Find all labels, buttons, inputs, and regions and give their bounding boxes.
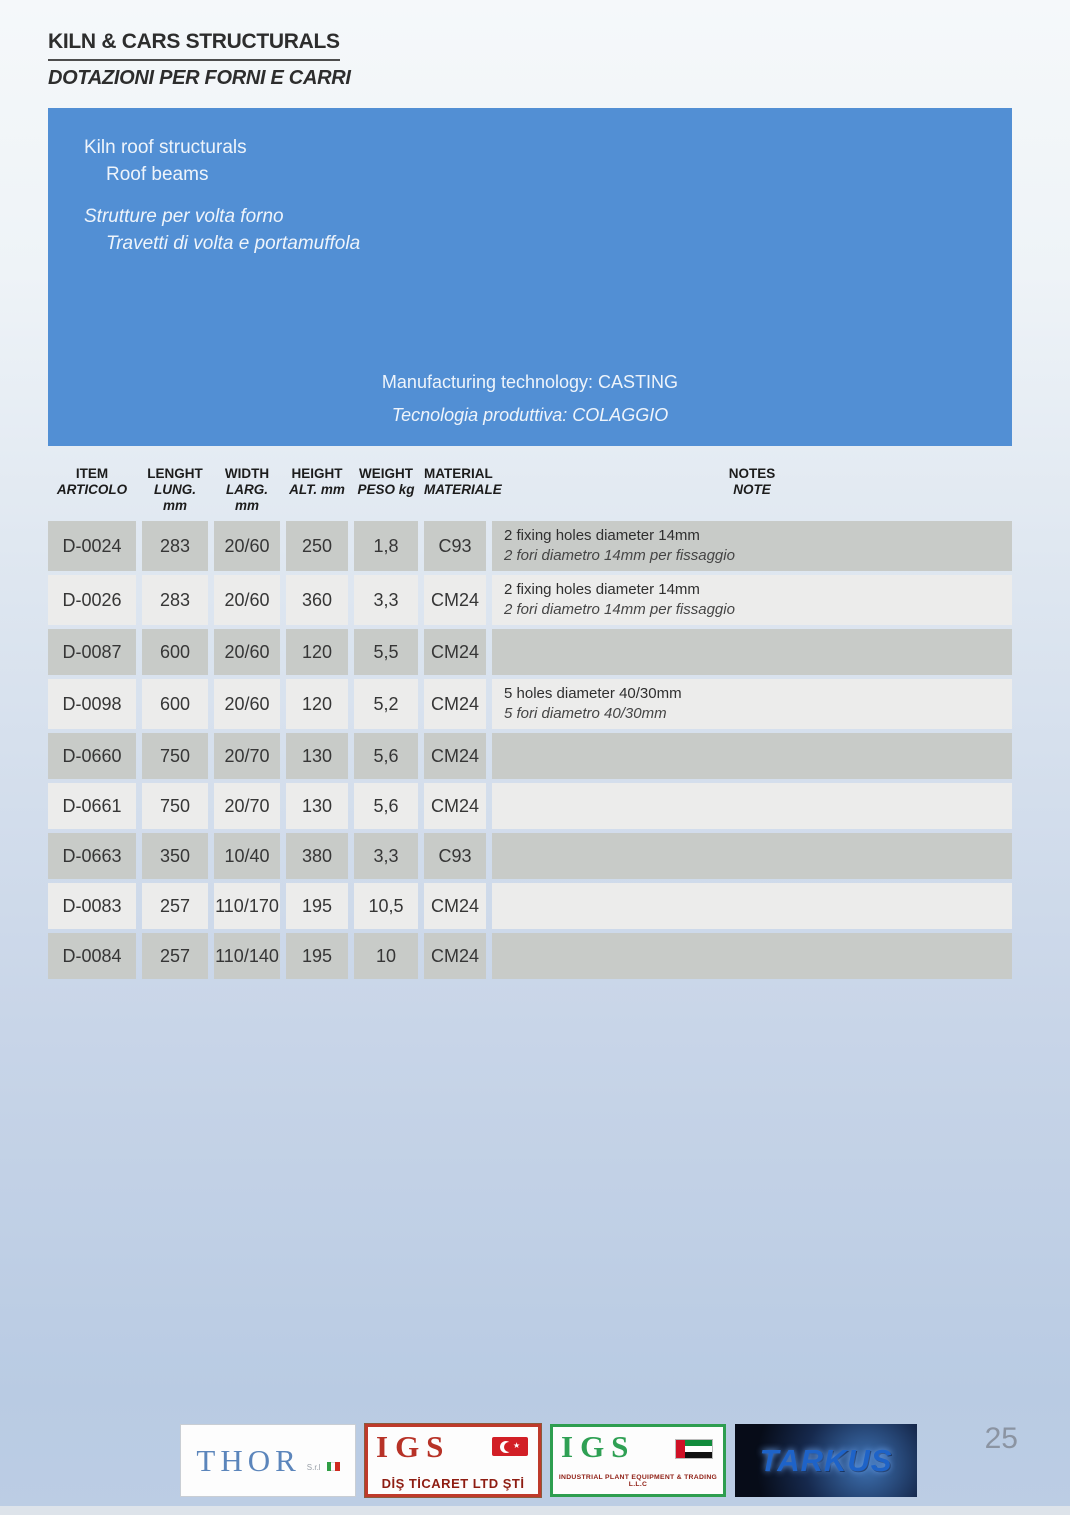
- cell-width: 20/70: [214, 783, 280, 829]
- cell-height: 130: [286, 733, 348, 779]
- tarkus-logo: [735, 1424, 917, 1497]
- cell-item: D-0663: [48, 833, 136, 879]
- igs-uae-logo: [550, 1424, 726, 1497]
- cell-material: CM24: [424, 933, 486, 979]
- cell-height: 130: [286, 783, 348, 829]
- cell-item: D-0661: [48, 783, 136, 829]
- hero-line-en-2: Roof beams: [106, 164, 209, 185]
- cell-height: 120: [286, 679, 348, 729]
- col-header-height: HEIGHT ALT. mm: [289, 466, 345, 497]
- cell-material: CM24: [424, 575, 486, 625]
- hero-text-block: [48, 108, 1012, 257]
- cell-notes: [492, 883, 1012, 929]
- cell-material: CM24: [424, 679, 486, 729]
- uae-flag-icon: [675, 1439, 713, 1459]
- italy-flag-icon: [327, 1462, 340, 1471]
- cell-weight: 5,6: [354, 783, 418, 829]
- cell-notes: [492, 733, 1012, 779]
- cell-weight: 5,6: [354, 733, 418, 779]
- cell-notes: 5 holes diameter 40/30mm 5 fori diametro 40/30mm: [492, 679, 1012, 729]
- cell-notes: [492, 933, 1012, 979]
- turkey-flag-icon: ★: [492, 1437, 528, 1456]
- col-header-length: LENGHT LUNG. mm: [147, 466, 203, 513]
- cell-length: 350: [142, 833, 208, 879]
- cell-width: 110/140: [214, 933, 280, 979]
- table-row: [48, 933, 1012, 979]
- tarkus-logo-text: TARKUS: [759, 1442, 893, 1478]
- cell-height: 360: [286, 575, 348, 625]
- cell-height: 120: [286, 629, 348, 675]
- igs-turkey-logo-text: IGS: [376, 1429, 451, 1464]
- col-header-width: WIDTH LARG. mm: [224, 466, 270, 513]
- table-row: [48, 733, 1012, 779]
- table-body: [48, 521, 1012, 979]
- col-header-notes: NOTES NOTE: [728, 466, 776, 497]
- cell-weight: 3,3: [354, 575, 418, 625]
- cell-width: 10/40: [214, 833, 280, 879]
- cell-weight: 10,5: [354, 883, 418, 929]
- cell-height: 250: [286, 521, 348, 571]
- cell-width: 20/60: [214, 629, 280, 675]
- cell-length: 750: [142, 783, 208, 829]
- cell-item: D-0084: [48, 933, 136, 979]
- cell-length: 600: [142, 679, 208, 729]
- cell-length: 283: [142, 521, 208, 571]
- cell-length: 257: [142, 933, 208, 979]
- page-bottom-strip: [0, 1506, 1070, 1515]
- hero-line-it-1: Strutture per volta forno: [84, 206, 284, 227]
- page-number: 25: [984, 1422, 1018, 1455]
- table-row: [48, 883, 1012, 929]
- hero-tech-block: [48, 366, 1012, 432]
- page-subtitle: DOTAZIONI PER FORNI E CARRI: [48, 67, 351, 89]
- cell-material: CM24: [424, 783, 486, 829]
- cell-item: D-0024: [48, 521, 136, 571]
- cell-length: 750: [142, 733, 208, 779]
- cell-width: 110/170: [214, 883, 280, 929]
- hero-line-it-2: Travetti di volta e portamuffola: [106, 233, 361, 254]
- cell-item: D-0098: [48, 679, 136, 729]
- table-row: [48, 833, 1012, 879]
- cell-material: CM24: [424, 733, 486, 779]
- cell-material: C93: [424, 521, 486, 571]
- cell-length: 257: [142, 883, 208, 929]
- cell-weight: 1,8: [354, 521, 418, 571]
- table-header-row: [48, 466, 1012, 518]
- cell-item: D-0087: [48, 629, 136, 675]
- cell-item: D-0026: [48, 575, 136, 625]
- tech-line-en: Manufacturing technology: CASTING: [381, 372, 679, 392]
- hero-line-en-1: Kiln roof structurals: [84, 137, 247, 158]
- table-row: [48, 521, 1012, 571]
- cell-notes: 2 fixing holes diameter 14mm 2 fori diametro 14mm per fissaggio: [492, 521, 1012, 571]
- cell-material: CM24: [424, 629, 486, 675]
- col-header-item: ITEM ARTICOLO: [56, 466, 128, 497]
- cell-weight: 5,5: [354, 629, 418, 675]
- table-row: [48, 575, 1012, 625]
- tech-line-it: Tecnologia produttiva: COLAGGIO: [391, 405, 669, 425]
- cell-weight: 10: [354, 933, 418, 979]
- cell-width: 20/60: [214, 679, 280, 729]
- cell-weight: 3,3: [354, 833, 418, 879]
- cell-width: 20/60: [214, 521, 280, 571]
- table-row: [48, 629, 1012, 675]
- cell-item: D-0083: [48, 883, 136, 929]
- igs-uae-logo-text: IGS: [561, 1429, 636, 1464]
- thor-logo: [180, 1424, 356, 1497]
- igs-turkey-sub-text: DİŞ TİCARET LTD ŞTİ: [381, 1476, 525, 1491]
- cell-material: CM24: [424, 883, 486, 929]
- table-row: [48, 783, 1012, 829]
- cell-notes: [492, 629, 1012, 675]
- cell-height: 195: [286, 933, 348, 979]
- cell-length: 283: [142, 575, 208, 625]
- table-row: [48, 679, 1012, 729]
- igs-uae-sub-text: INDUSTRIAL PLANT EQUIPMENT & TRADING L.L.C: [558, 1474, 718, 1488]
- thor-logo-text: THOR: [196, 1442, 301, 1478]
- cell-weight: 5,2: [354, 679, 418, 729]
- doc-header: [48, 30, 351, 90]
- cell-notes: [492, 783, 1012, 829]
- cell-width: 20/70: [214, 733, 280, 779]
- spec-table: [48, 466, 1012, 983]
- igs-turkey-logo: [365, 1424, 541, 1497]
- cell-notes: [492, 833, 1012, 879]
- page-title: KILN & CARS STRUCTURALS: [48, 30, 340, 61]
- cell-notes: 2 fixing holes diameter 14mm 2 fori diametro 14mm per fissaggio: [492, 575, 1012, 625]
- cell-item: D-0660: [48, 733, 136, 779]
- cell-material: C93: [424, 833, 486, 879]
- footer-logos: [180, 1424, 917, 1497]
- col-header-material: MATERIAL MATERIALE: [424, 466, 502, 497]
- thor-srl-label: S.r.l: [306, 1463, 321, 1472]
- cell-height: 380: [286, 833, 348, 879]
- cell-height: 195: [286, 883, 348, 929]
- col-header-weight: WEIGHT PESO kg: [357, 466, 415, 497]
- hero-panel: [48, 108, 1012, 446]
- cell-width: 20/60: [214, 575, 280, 625]
- cell-length: 600: [142, 629, 208, 675]
